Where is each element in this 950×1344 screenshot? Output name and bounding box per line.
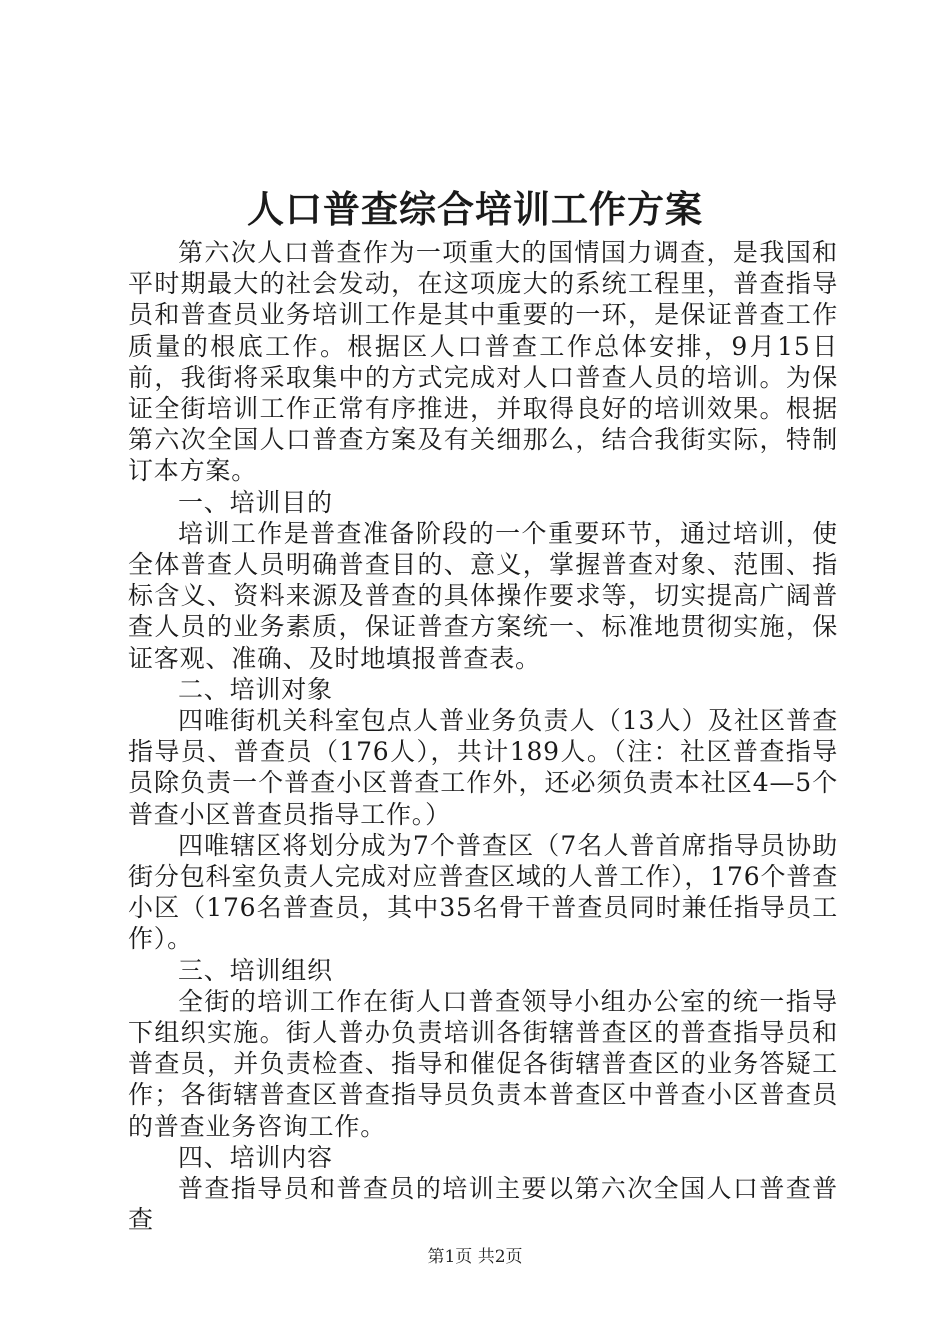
intro-paragraph: 第六次人口普查作为一项重大的国情国力调查，是我国和平时期最大的社会发动，在这项庞大的系统工程里，普查指导员和普查员业务培训工作是其中重要的一环，是保证普查工作质量的根底工作。根据区人口普查工作总体安排，9月15日前，我街将采取集中的方式完成对人口普查人员的培训。为保证全街培训工作正常有序推进，并取得良好的培训效果。根据第六次全国人口普查方案及有关细那么，结合我街实际，特制订本方案。: [128, 238, 838, 486]
section-3-paragraph: 全街的培训工作在街人口普查领导小组办公室的统一指导下组织实施。街人普办负责培训各街辖普查区的普查指导员和普查员，并负责检查、指导和催促各街辖普查区的业务答疑工作；各街辖普查区普查指导员负责本普查区中普查小区普查员的普查业务咨询工作。: [128, 986, 838, 1141]
page-footer: 第1页 共2页: [427, 1247, 523, 1267]
section-2-heading: 二、培训对象: [178, 674, 333, 704]
section-2-paragraph-2: 四唯辖区将划分成为7个普查区（7名人普首席指导员协助街分包科室负责人完成对应普查区域的人普工作），176个普查小区（176名普查员，其中35名骨干普查员同时兼任指导员工作）。: [128, 830, 838, 954]
section-1-heading: 一、培训目的: [178, 487, 333, 517]
section-3-heading: 三、培训组织: [178, 955, 333, 985]
section-4-heading: 四、培训内容: [178, 1142, 333, 1172]
section-1-paragraph: 培训工作是普查准备阶段的一个重要环节，通过培训，使全体普查人员明确普查目的、意义，掌握普查对象、范围、指标含义、资料来源及普查的具体操作要求等，切实提高广阔普查人员的业务素质，保证普查方案统一、标准地贯彻实施，保证客观、准确、及时地填报普查表。: [128, 518, 838, 673]
document-body: [128, 237, 838, 1236]
document-title: 人口普查综合培训工作方案: [247, 187, 703, 231]
section-2-paragraph-1: 四唯街机关科室包点人普业务负责人（13人）及社区普查指导员、普查员（176人），共计189人。（注：社区普查指导员除负责一个普查小区普查工作外，还必须负责本社区4—5个普查小区普查员指导工作。）: [128, 706, 838, 829]
section-4-paragraph: 普查指导员和普查员的培训主要以第六次全国人口普查普查: [128, 1174, 838, 1235]
